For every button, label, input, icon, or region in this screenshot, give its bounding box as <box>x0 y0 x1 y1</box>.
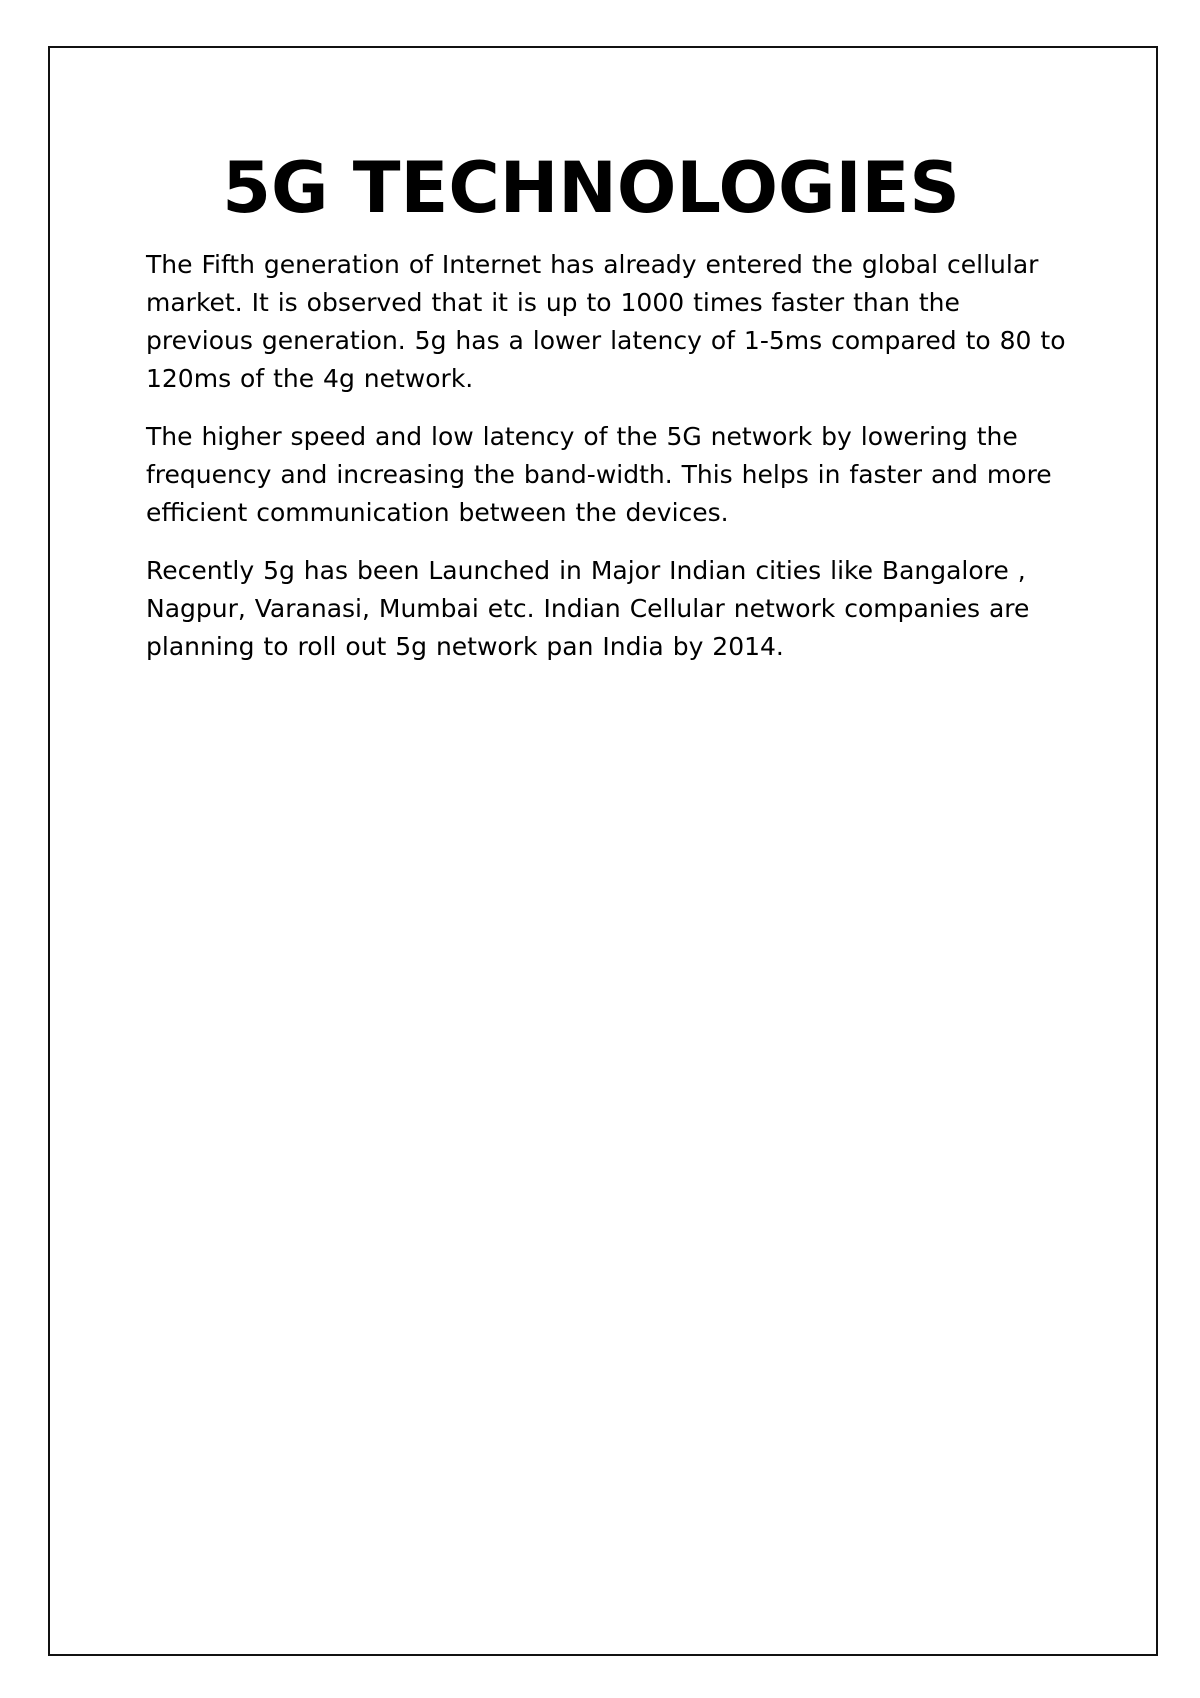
document-content <box>146 140 1066 686</box>
document-title: 5G TECHNOLOGIES <box>222 147 960 229</box>
paragraph-india-rollout: Recently 5g has been Launched in Major Indian cities like Bangalore , Nagpur, Varanasi, Mumbai etc. Indian Cellular network companies are planning to roll out 5g network pan India by 2014. <box>146 556 1030 661</box>
paragraph-speed-latency: The higher speed and low latency of the 5G network by lowering the frequency and increasing the band-width. This helps in faster and more efficient communication between the devices. <box>146 422 1052 527</box>
paragraph-intro: The Fifth generation of Internet has already entered the global cellular market. It is observed that it is up to 1000 times faster than the previous generation. 5g has a lower latency of 1-5ms compared to 80 to 120ms of the 4g network. <box>146 250 1066 393</box>
